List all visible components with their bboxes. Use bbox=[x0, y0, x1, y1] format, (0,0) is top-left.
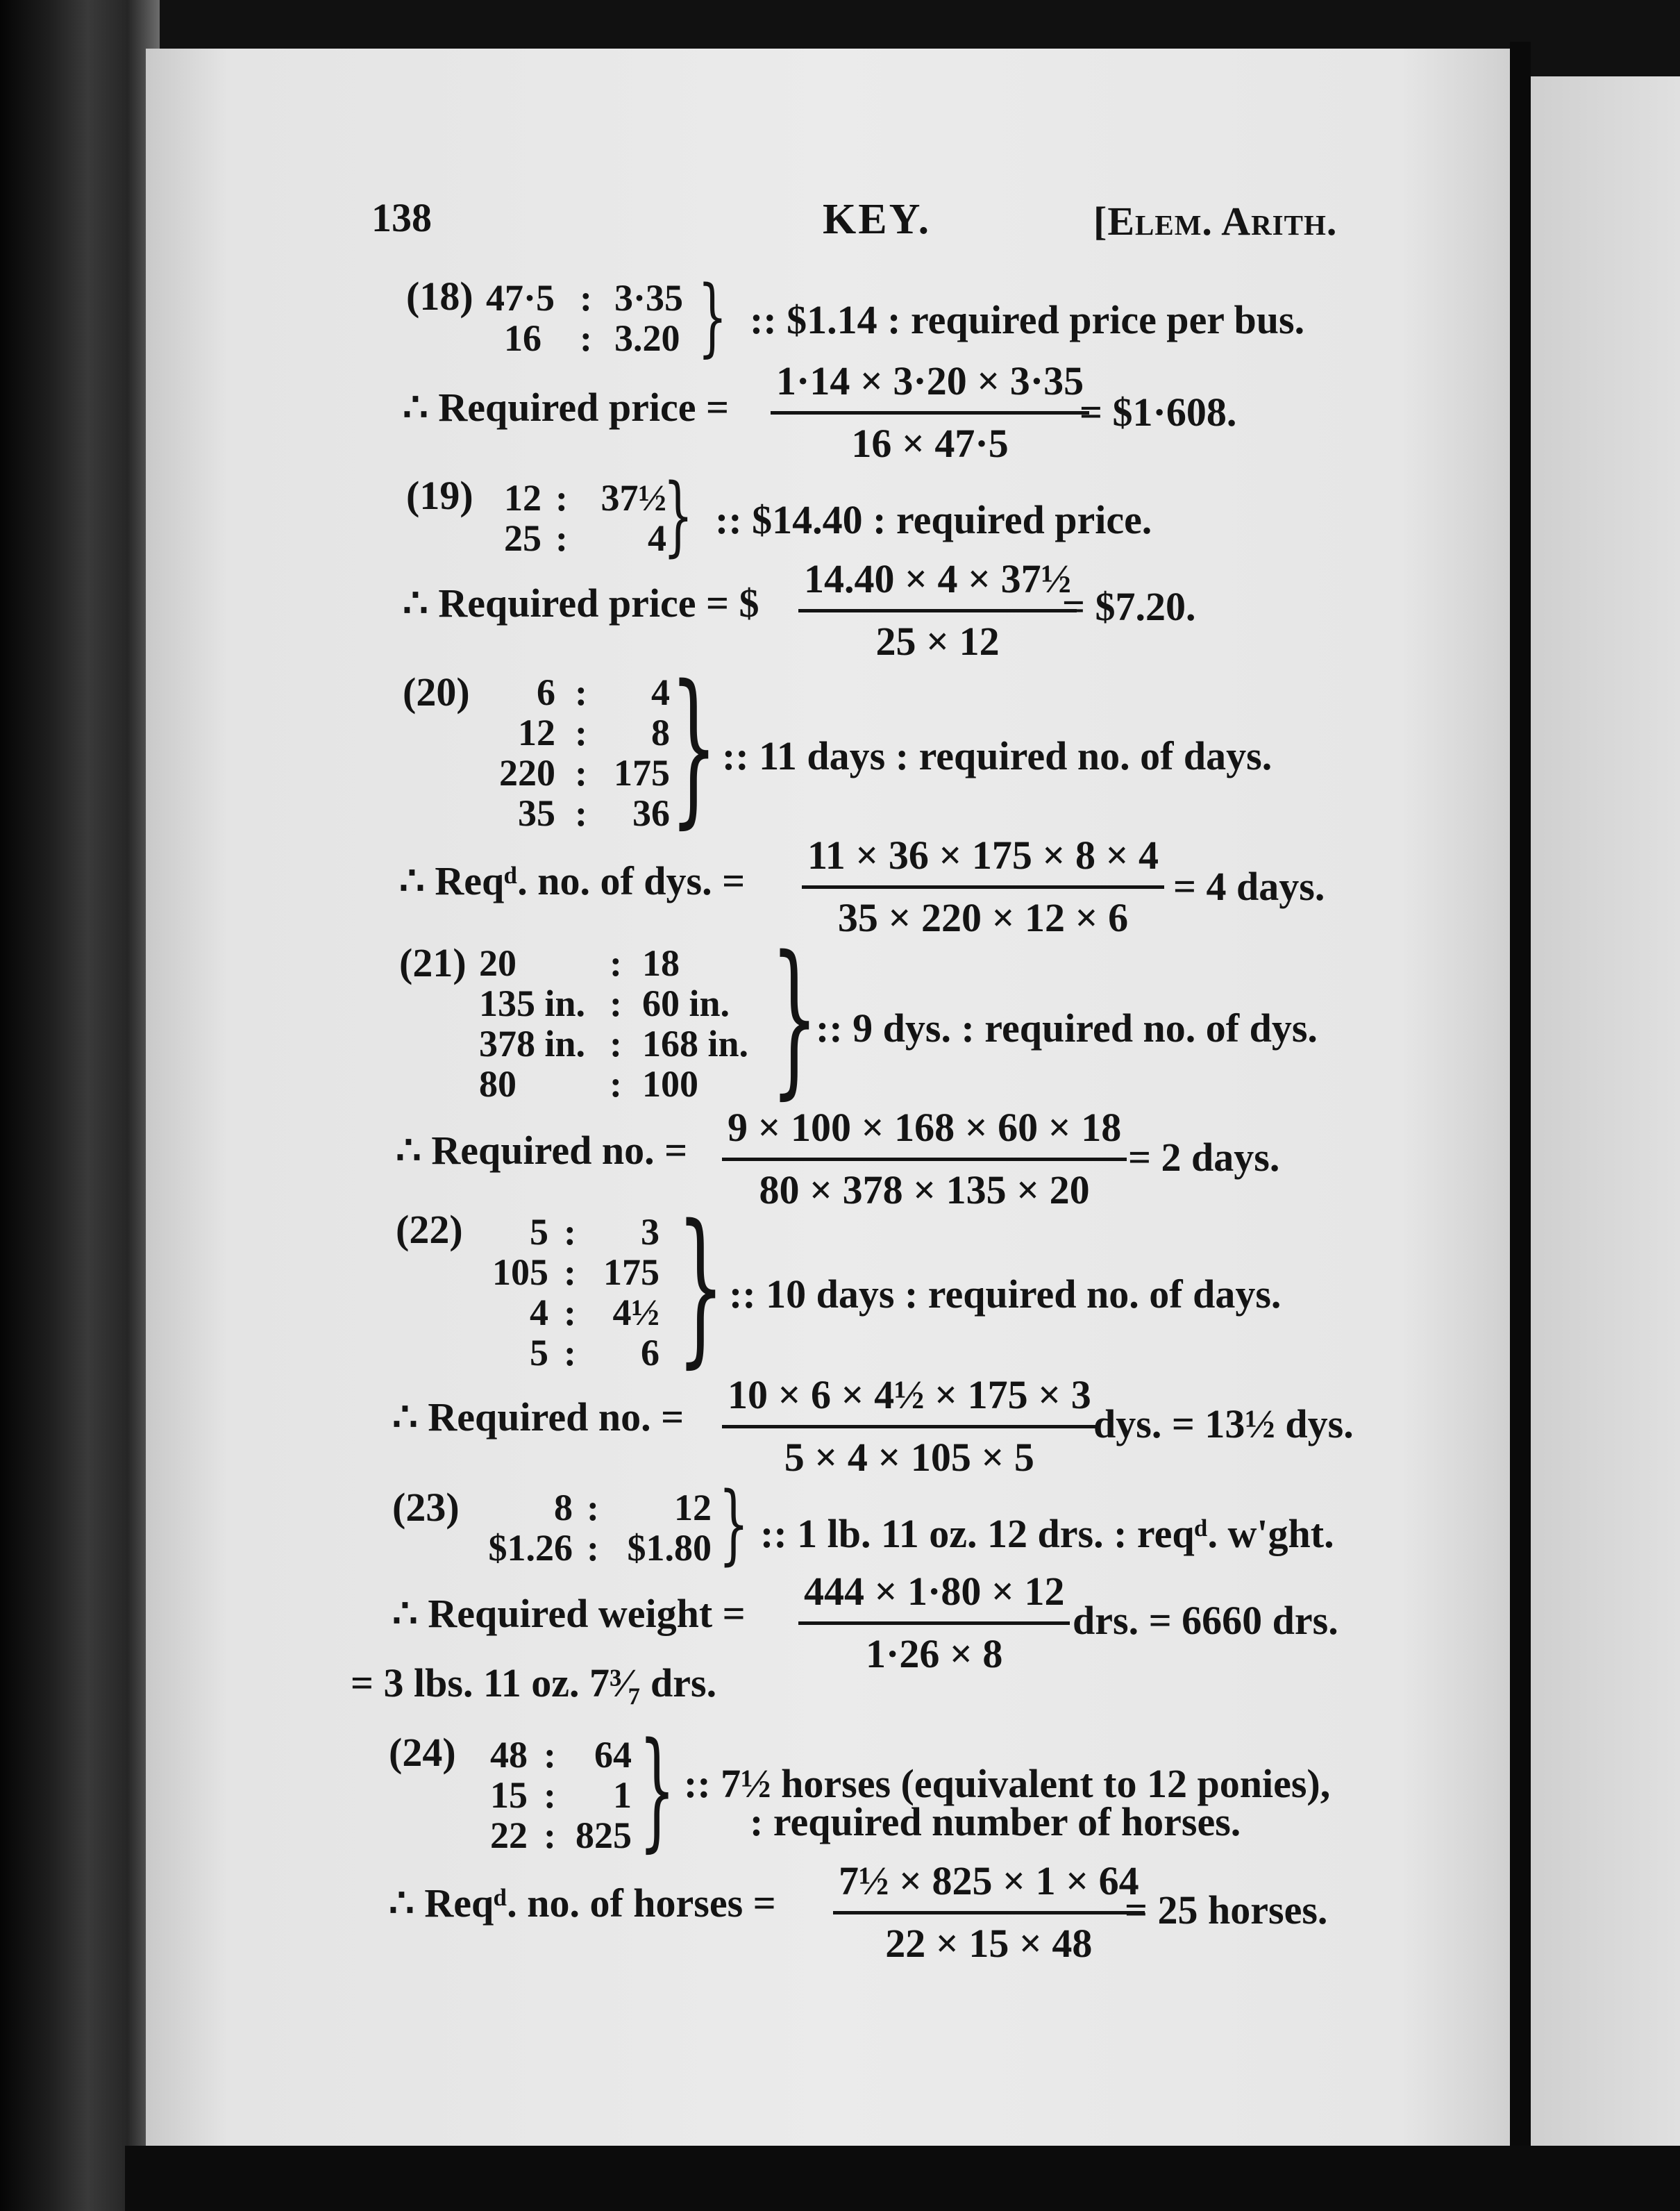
brace: } bbox=[670, 649, 718, 844]
problem-number: (20) bbox=[403, 669, 470, 715]
brace: } bbox=[663, 465, 694, 566]
numerator: 14.40 × 4 × 37½ bbox=[804, 556, 1072, 601]
numerator: 10 × 6 × 4½ × 175 × 3 bbox=[728, 1372, 1091, 1417]
problem-number: (22) bbox=[396, 1207, 463, 1252]
fraction bbox=[833, 1858, 1145, 1967]
book-gutter bbox=[1510, 42, 1531, 2153]
proportion-statement: :: 9 dys. : required no. of dys. bbox=[816, 1006, 1318, 1051]
brace: } bbox=[698, 267, 728, 366]
denominator: 16 × 47·5 bbox=[771, 411, 1089, 467]
running-head: [Elem. Arith. bbox=[1093, 199, 1338, 244]
denominator: 35 × 220 × 12 × 6 bbox=[802, 885, 1164, 941]
page-title: KEY. bbox=[823, 196, 932, 243]
result-label: ∴ Reqᵈ. no. of dys. = bbox=[399, 858, 746, 903]
result-value: = $1·608. bbox=[1080, 390, 1237, 435]
brace: } bbox=[719, 1474, 749, 1574]
proportion-statement: :: $1.14 : required price per bus. bbox=[750, 297, 1305, 342]
scan-border bbox=[125, 2146, 1680, 2211]
proportion-statement: :: 7½ horses (equivalent to 12 ponies), bbox=[684, 1761, 1331, 1806]
result-continuation: = 3 lbs. 11 oz. 7³⁄₇ drs. bbox=[351, 1660, 717, 1705]
result-value: drs. = 6660 drs. bbox=[1073, 1598, 1338, 1643]
numerator: 1·14 × 3·20 × 3·35 bbox=[776, 358, 1084, 403]
problem-number: (24) bbox=[389, 1730, 456, 1775]
result-value: = 4 days. bbox=[1173, 864, 1325, 909]
brace: } bbox=[771, 920, 818, 1115]
denominator: 1·26 × 8 bbox=[798, 1621, 1070, 1677]
result-label: ∴ Required no. = bbox=[392, 1394, 684, 1440]
ratio-right-column: 3·35 3.20 bbox=[614, 277, 684, 359]
numerator: 444 × 1·80 × 12 bbox=[804, 1569, 1065, 1614]
problem-number: (23) bbox=[392, 1485, 460, 1530]
denominator: 22 × 15 × 48 bbox=[833, 1911, 1145, 1967]
facing-page-edge bbox=[1531, 76, 1680, 2146]
proportion-statement: :: 11 days : required no. of days. bbox=[722, 733, 1272, 778]
result-value: = 2 days. bbox=[1128, 1135, 1280, 1180]
fraction bbox=[802, 832, 1164, 941]
result-value: dys. = 13½ dys. bbox=[1093, 1401, 1354, 1446]
proportion-statement-line2: : required number of horses. bbox=[750, 1799, 1241, 1844]
fraction bbox=[722, 1104, 1127, 1213]
numerator: 7½ × 825 × 1 × 64 bbox=[839, 1858, 1139, 1903]
numerator: 11 × 36 × 175 × 8 × 4 bbox=[807, 833, 1159, 878]
result-label: ∴ Required no. = bbox=[396, 1128, 688, 1173]
problem-number: (19) bbox=[406, 473, 473, 518]
proportion-statement: :: $14.40 : required price. bbox=[715, 497, 1152, 542]
result-value: = 25 horses. bbox=[1125, 1887, 1328, 1933]
problem-number: (21) bbox=[399, 940, 467, 985]
ratio-left-column: 47·5 16 bbox=[486, 277, 555, 359]
proportion-statement: :: 10 days : required no. of days. bbox=[729, 1271, 1282, 1317]
result-value: = $7.20. bbox=[1062, 584, 1196, 629]
fraction bbox=[798, 556, 1077, 665]
result-label: ∴ Required price = $ bbox=[403, 581, 759, 626]
brace: } bbox=[639, 1714, 675, 1864]
result-label: ∴ Reqᵈ. no. of horses = bbox=[389, 1880, 776, 1926]
fraction bbox=[771, 358, 1089, 467]
brace: } bbox=[677, 1189, 725, 1383]
result-label: ∴ Required price = bbox=[403, 385, 730, 430]
fraction bbox=[798, 1568, 1070, 1677]
proportion-statement: :: 1 lb. 11 oz. 12 drs. : reqᵈ. w'ght. bbox=[760, 1511, 1334, 1556]
denominator: 5 × 4 × 105 × 5 bbox=[722, 1425, 1097, 1480]
denominator: 80 × 378 × 135 × 20 bbox=[722, 1158, 1127, 1213]
denominator: 25 × 12 bbox=[798, 609, 1077, 665]
problem-number: (18) bbox=[406, 274, 473, 319]
page-number: 138 bbox=[371, 195, 432, 240]
fraction bbox=[722, 1371, 1097, 1480]
book-spine bbox=[0, 0, 160, 2211]
numerator: 9 × 100 × 168 × 60 × 18 bbox=[728, 1105, 1122, 1150]
result-label: ∴ Required weight = bbox=[392, 1591, 746, 1636]
